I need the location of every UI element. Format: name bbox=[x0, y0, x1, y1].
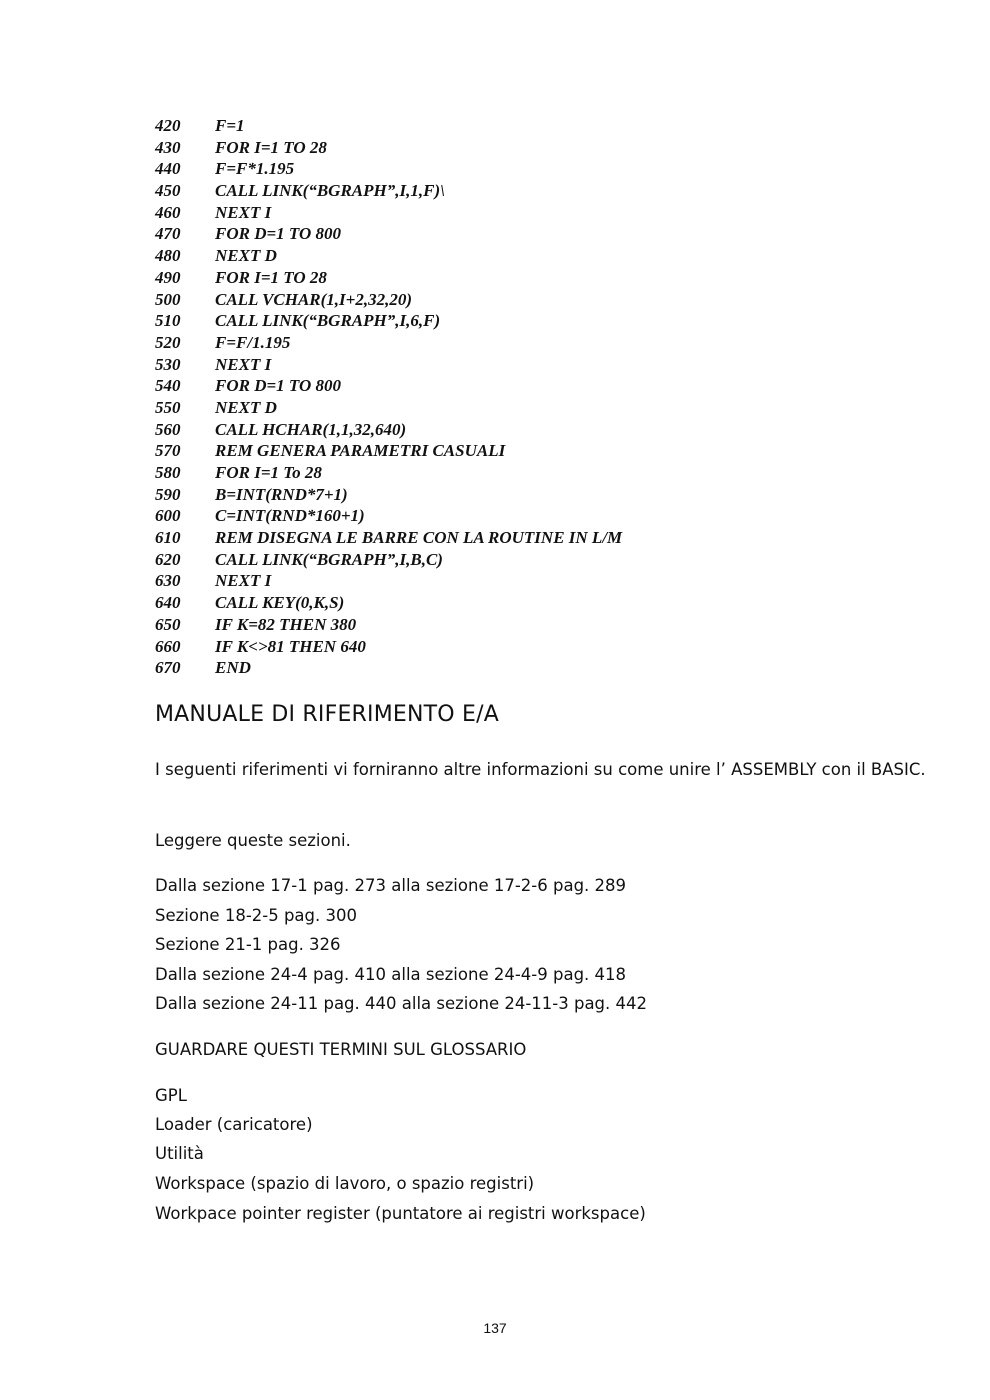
line-number: 440 bbox=[155, 159, 181, 179]
line-code: CALL KEY(0,K,S) bbox=[215, 593, 345, 613]
line-number: 480 bbox=[155, 246, 181, 266]
line-code: END bbox=[215, 658, 251, 678]
glossary-term: Workpace pointer register (puntatore ai registri workspace) bbox=[155, 1204, 646, 1223]
line-code: FOR I=1 TO 28 bbox=[215, 137, 327, 157]
line-code: NEXT D bbox=[215, 397, 277, 417]
line-number: 450 bbox=[155, 181, 181, 201]
line-code: REM DISEGNA LE BARRE CON LA ROUTINE IN L/M bbox=[215, 528, 623, 548]
code-line bbox=[155, 115, 622, 137]
section-reference: Dalla sezione 24-4 pag. 410 alla sezione 24-4-9 pag. 418 bbox=[155, 965, 627, 984]
code-line bbox=[155, 289, 622, 311]
code-line bbox=[155, 527, 622, 549]
section-heading: MANUALE DI RIFERIMENTO E/A bbox=[155, 702, 499, 727]
glossary-label: GUARDARE QUESTI TERMINI SUL GLOSSARIO bbox=[155, 1040, 527, 1059]
line-number: 490 bbox=[155, 267, 181, 287]
line-number: 600 bbox=[155, 506, 181, 526]
line-code: NEXT D bbox=[215, 246, 277, 266]
line-code: FOR I=1 To 28 bbox=[215, 463, 322, 482]
code-line bbox=[155, 397, 622, 419]
line-code: B=INT(RND*7+1) bbox=[215, 484, 348, 504]
line-number: 590 bbox=[155, 484, 181, 504]
code-line bbox=[155, 158, 622, 180]
code-line bbox=[155, 223, 622, 245]
line-number: 640 bbox=[155, 593, 181, 613]
line-code: NEXT I bbox=[215, 202, 272, 222]
code-line bbox=[155, 505, 622, 527]
code-line bbox=[155, 245, 622, 267]
section-reference: Dalla sezione 17-1 pag. 273 alla sezione 17-2-6 pag. 289 bbox=[155, 876, 627, 895]
line-code: IF K<>81 THEN 640 bbox=[215, 636, 366, 656]
read-label: Leggere queste sezioni. bbox=[155, 831, 351, 850]
code-line bbox=[155, 570, 622, 592]
line-code: CALL LINK(“BGRAPH”,I,B,C) bbox=[215, 549, 443, 569]
code-line bbox=[155, 636, 622, 658]
glossary-term: Loader (caricatore) bbox=[155, 1115, 313, 1134]
code-line bbox=[155, 354, 622, 376]
code-line bbox=[155, 440, 622, 462]
line-number: 620 bbox=[155, 549, 181, 569]
line-code: IF K=82 THEN 380 bbox=[215, 614, 357, 634]
line-code: F=F*1.195 bbox=[215, 159, 295, 179]
code-line bbox=[155, 375, 622, 397]
code-line bbox=[155, 549, 622, 571]
line-number: 670 bbox=[155, 658, 181, 678]
code-line bbox=[155, 419, 622, 441]
code-line bbox=[155, 614, 622, 636]
line-number: 430 bbox=[155, 137, 181, 157]
code-line bbox=[155, 310, 622, 332]
code-line bbox=[155, 484, 622, 506]
line-number: 630 bbox=[155, 571, 181, 591]
section-reference: Sezione 21-1 pag. 326 bbox=[155, 935, 341, 954]
line-code: CALL VCHAR(1,I+2,32,20) bbox=[215, 289, 413, 309]
line-code: NEXT I bbox=[215, 571, 272, 591]
line-code: FOR I=1 TO 28 bbox=[215, 267, 327, 287]
code-line bbox=[155, 332, 622, 354]
line-number: 460 bbox=[155, 202, 181, 222]
code-line bbox=[155, 137, 622, 159]
line-number: 500 bbox=[155, 289, 181, 309]
line-code: C=INT(RND*160+1) bbox=[215, 506, 365, 526]
line-number: 550 bbox=[155, 397, 181, 417]
code-line bbox=[155, 462, 622, 484]
line-number: 570 bbox=[155, 441, 181, 461]
code-line bbox=[155, 180, 622, 202]
line-code: CALL LINK(“BGRAPH”,I,1,F)\ bbox=[215, 181, 445, 201]
line-number: 540 bbox=[155, 376, 181, 396]
line-number: 580 bbox=[155, 463, 181, 482]
line-code: REM GENERA PARAMETRI CASUALI bbox=[215, 441, 506, 461]
page-number: 137 bbox=[483, 1320, 507, 1336]
line-code: FOR D=1 TO 800 bbox=[215, 224, 342, 244]
line-code: CALL HCHAR(1,1,32,640) bbox=[215, 419, 407, 439]
line-number: 650 bbox=[155, 614, 181, 634]
section-reference: Dalla sezione 24-11 pag. 440 alla sezione 24-11-3 pag. 442 bbox=[155, 994, 648, 1013]
line-code: CALL LINK(“BGRAPH”,I,6,F) bbox=[215, 311, 441, 331]
code-listing bbox=[155, 115, 622, 679]
line-number: 560 bbox=[155, 419, 181, 439]
line-code: F=F/1.195 bbox=[215, 332, 291, 352]
line-code: FOR D=1 TO 800 bbox=[215, 376, 342, 396]
line-number: 510 bbox=[155, 311, 181, 331]
line-number: 660 bbox=[155, 636, 181, 656]
glossary-term: Workspace (spazio di lavoro, o spazio registri) bbox=[155, 1174, 535, 1193]
line-number: 420 bbox=[155, 116, 181, 135]
code-line bbox=[155, 657, 622, 679]
line-number: 610 bbox=[155, 528, 181, 548]
section-reference: Sezione 18-2-5 pag. 300 bbox=[155, 906, 358, 925]
intro-paragraph: I seguenti riferimenti vi forniranno altre informazioni su come unire l’ ASSEMBLY con il BASIC. bbox=[155, 760, 926, 779]
line-number: 530 bbox=[155, 354, 181, 374]
code-line bbox=[155, 202, 622, 224]
code-line bbox=[155, 592, 622, 614]
line-code: NEXT I bbox=[215, 354, 272, 374]
code-line bbox=[155, 267, 622, 289]
line-code: F=1 bbox=[215, 116, 245, 135]
glossary-term: GPL bbox=[155, 1086, 187, 1105]
line-number: 520 bbox=[155, 332, 181, 352]
glossary-term: Utilità bbox=[155, 1144, 204, 1163]
line-number: 470 bbox=[155, 224, 181, 244]
